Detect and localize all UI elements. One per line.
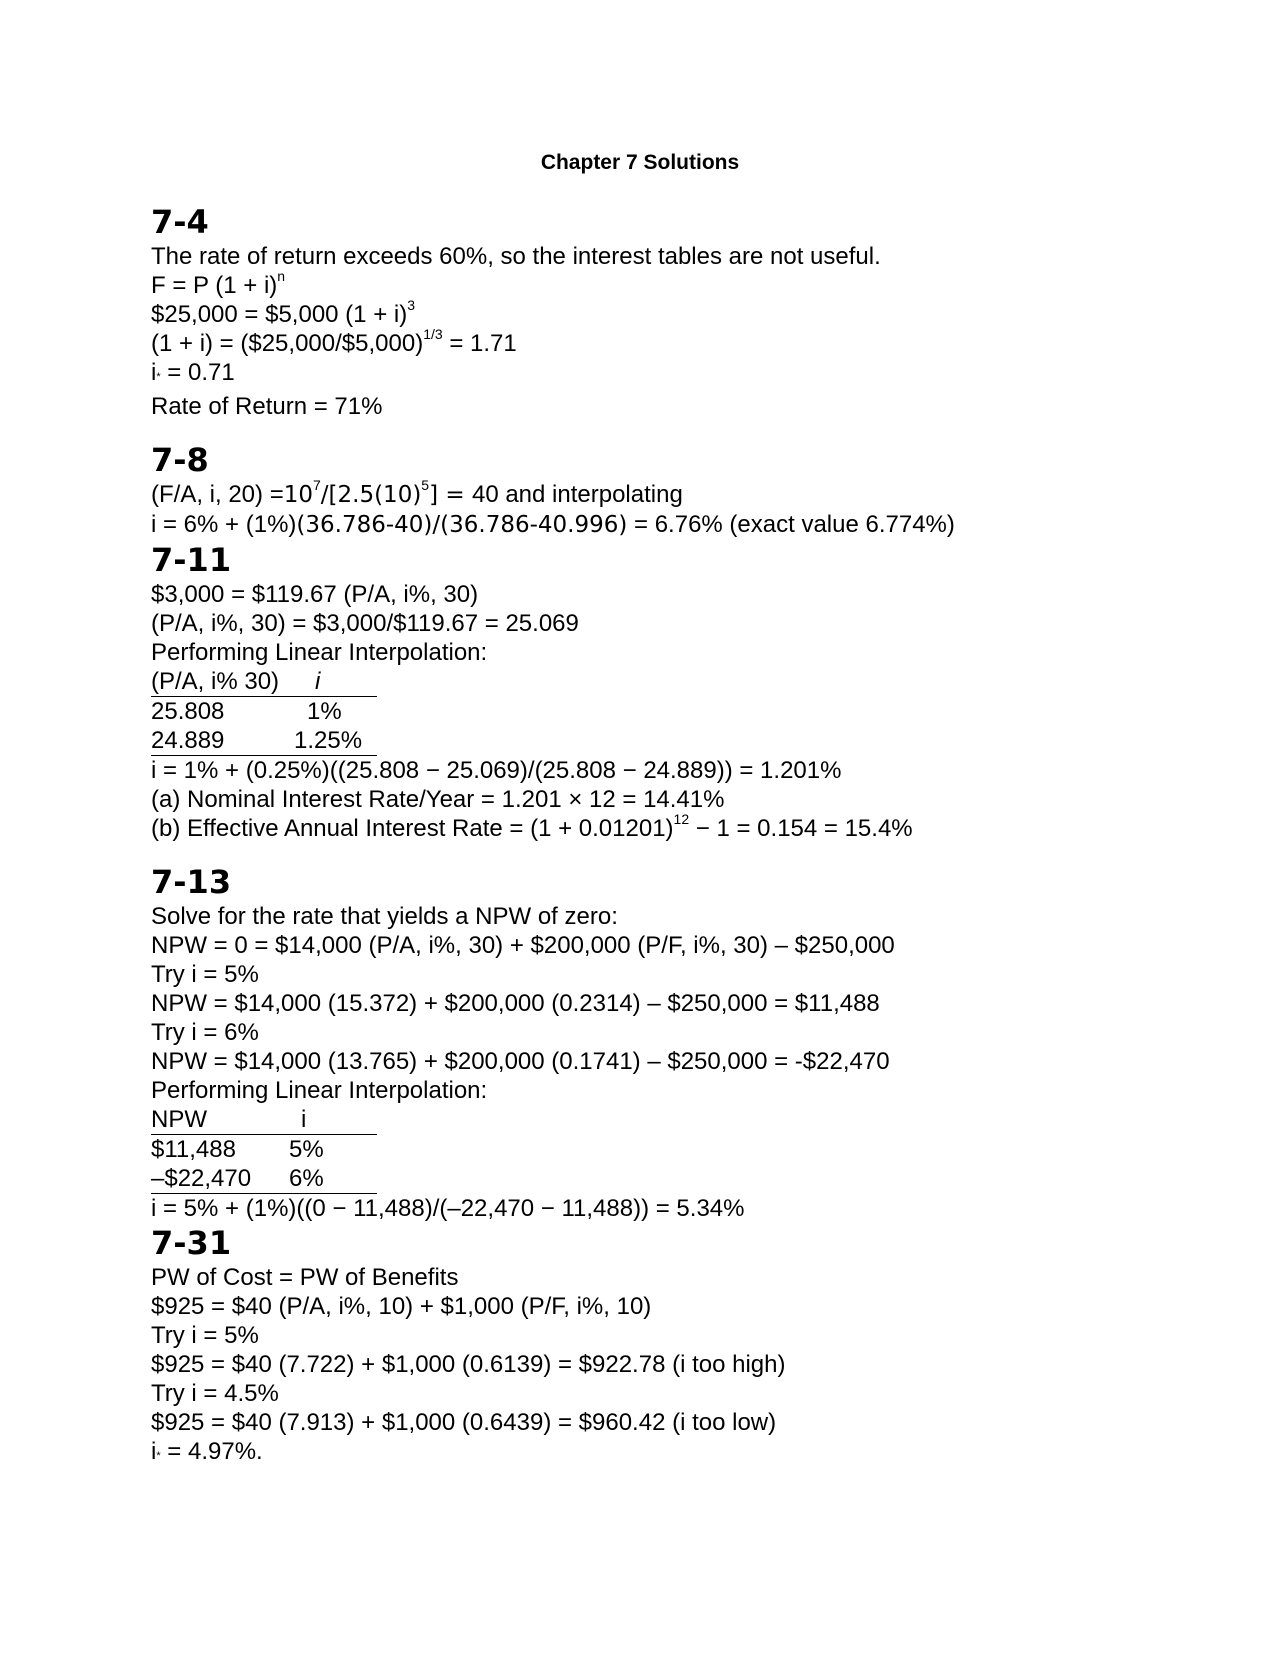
problem-heading: 7-31 [151,1224,232,1262]
result-line: Rate of Return = 71% [151,393,383,420]
table-cell: 5% [289,1136,324,1163]
table-row [151,1135,377,1165]
page-title: Chapter 7 Solutions [540,151,740,174]
text-line: PW of Cost = PW of Benefits [151,1264,459,1291]
problem-heading: 7-13 [151,863,232,901]
text-line: Solve for the rate that yields a NPW of zero: [151,903,618,930]
text-line: Performing Linear Interpolation: [151,1077,488,1104]
table-row [151,1164,377,1194]
formula-line: NPW = 0 = $14,000 (P/A, i%, 30) + $200,000 (P/F, i%, 30) – $250,000 [151,932,895,959]
table-cell: 1.25% [311,726,377,756]
formula-line: i* = 0.71 [151,359,235,386]
text-line: Try i = 5% [151,961,259,988]
formula-line: NPW = $14,000 (13.765) + $200,000 (0.1741) – $250,000 = -$22,470 [151,1048,890,1075]
table-header-cell: i [301,1105,377,1135]
interpolation-table [151,1105,377,1194]
text-line: Try i = 4.5% [151,1380,279,1407]
problem-heading: 7-8 [151,441,209,479]
result-line: (b) Effective Annual Interest Rate = $(1 + 0.01201)^{12} - 1 = 0.154 = 15.4\%$ [151,811,913,842]
text-line: Performing Linear Interpolation: [151,639,488,666]
formula-line: (P/A, i%, 30) = $3,000/$119.67 = 25.069 [151,610,579,637]
result-line: (a) Nominal Interest Rate/Year = 1.201 × 12 = 14.41% [151,786,725,813]
table-cell: 24.889 [151,726,311,756]
formula-line: F = P $(1 + i)^n$ [151,268,286,299]
problem-7-8 [151,440,1151,540]
formula-line: $925 = $40 (7.722) + $1,000 (0.6139) = $922.78 (i too high) [151,1351,786,1378]
table-row [151,697,377,727]
formula-line: (F/A, i, $20) =10^7/[2.5(10)^5] = 40$ and interpolating [151,477,683,508]
text-line: The rate of return exceeds 60%, so the interest tables are not useful. [151,243,881,270]
document-body [151,202,1151,1471]
table-header-cell: i [311,667,377,697]
table-header-cell: NPW [151,1105,301,1135]
problem-heading: 7-4 [151,203,209,241]
formula-line: i = 6% + (1%)(36.786-40)/(36.786-40.996) = 6.76% (exact value 6.774%) [151,511,955,538]
problem-7-4 [151,202,1151,421]
table-cell: 1% [307,698,342,725]
formula-line: $925 = $40 (P/A, i%, 10) + $1,000 (P/F, i%, 10) [151,1293,652,1320]
table-header-cell: (P/A, i% 30) [151,667,311,697]
problem-7-31 [151,1223,1151,1471]
text-line: Try i = 6% [151,1019,259,1046]
formula-line: NPW = $14,000 (15.372) + $200,000 (0.2314) – $250,000 = $11,488 [151,990,880,1017]
table-cell: $11,488 [151,1136,236,1163]
problem-7-13 [151,862,1151,1223]
table-row [151,726,377,756]
formula-line: $925 = $40 (7.913) + $1,000 (0.6439) = $960.42 (i too low) [151,1409,777,1436]
problem-7-11 [151,540,1151,843]
formula-line: $25,000 = $5,000 $(1 + i)^3$ [151,297,415,328]
table-header-row [151,1105,377,1135]
interpolation-table [151,667,377,756]
result-line: i = 5% + (1%)((0 − 11,488)/(–22,470 − 11,488)) = 5.34% [151,1195,745,1222]
result-line: i* = 4.97%. [151,1438,263,1465]
table-cell: –$22,470 [151,1164,301,1194]
formula-line: (1 + i) = ($25,000/$5,000)$^{1/3}$ = 1.71 [151,326,517,357]
problem-heading: 7-11 [151,541,232,579]
table-cell: 25.808 [151,698,225,725]
table-header-row [151,667,377,697]
formula-line: i = 1% + (0.25%)((25.808 − 25.069)/(25.808 − 24.889)) = 1.201% [151,757,842,784]
table-cell: 6% [301,1164,377,1194]
text-line: Try i = 5% [151,1322,259,1349]
formula-line: $3,000 = $119.67 (P/A, i%, 30) [151,581,479,608]
